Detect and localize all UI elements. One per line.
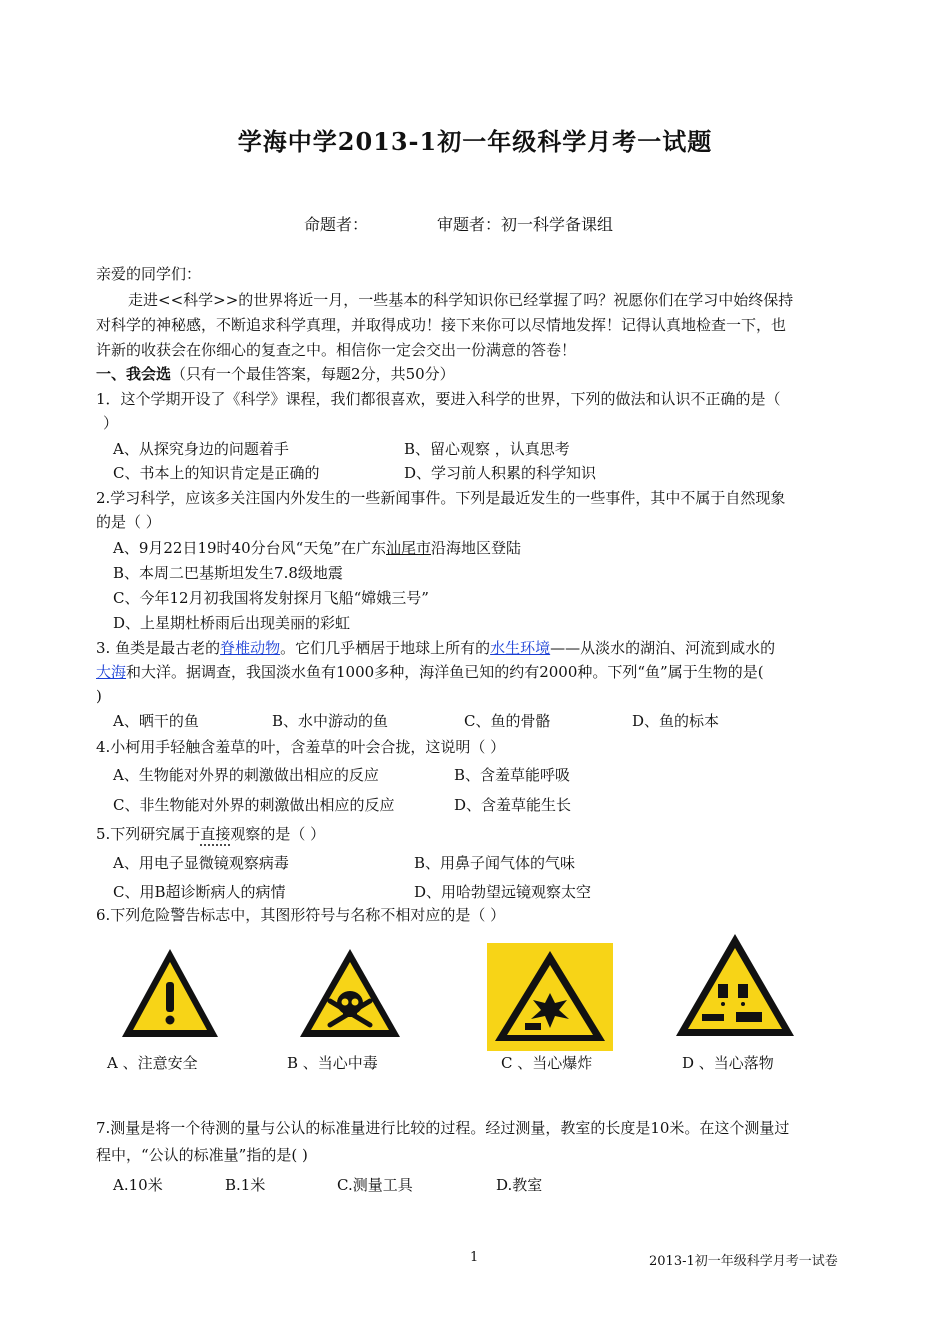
stem-text: 。它们几乎栖居于地球上所有的: [280, 639, 491, 657]
option-a-text: A、9月22日19时40分台风“天兔”在广东: [113, 539, 386, 557]
question-stem: [96, 638, 775, 658]
option-b: B、留心观察 ，认真思考: [404, 440, 570, 458]
link-aquatic-environment[interactable]: 水生环境: [490, 639, 551, 657]
option-b: B、水中游动的鱼: [272, 712, 389, 730]
option-b: B、本周二巴基斯坦发生7.8级地震: [113, 564, 343, 582]
section-heading: [96, 364, 455, 384]
skull-crossbones-icon: [296, 945, 404, 1041]
exclamation-icon: [118, 945, 222, 1041]
option-c: C、今年12月初我国将发射探月飞船“嫦娥三号”: [113, 589, 429, 607]
option-d: D、鱼的标本: [632, 712, 720, 730]
section-number: 一、: [96, 365, 127, 383]
link-vertebrates[interactable]: 脊椎动物: [220, 639, 281, 657]
stem-text: 观察的是（ ）: [230, 825, 326, 843]
option-c: C、非生物能对外界的刺激做出相应的反应: [113, 796, 395, 814]
sign-caption-d: D 、当心落物: [682, 1054, 774, 1072]
footer-label: 2013-1初一年级科学月考一试卷: [649, 1254, 838, 1269]
option-d: D、上星期杜桥雨后出现美丽的彩虹: [113, 614, 351, 632]
intro-line: 走进<<科学>>的世界将近一月，一些基本的科学知识你已经掌握了吗？祝愿你们在学习中始终保持: [128, 291, 794, 309]
option-c: C、用B超诊断病人的病情: [113, 883, 286, 901]
option-a-underlined: 汕尾市: [385, 539, 431, 557]
question-stem: 6.下列危险警告标志中，其图形符号与名称不相对应的是（ ）: [96, 906, 506, 924]
stem-text: 5.下列研究属于: [96, 825, 201, 843]
option-a: A.10米: [113, 1176, 163, 1194]
question-stem: [96, 824, 325, 844]
section-name: 我会选: [126, 365, 172, 383]
sign-caption-a: A 、注意安全: [107, 1054, 198, 1072]
question-stem: 2.学习科学，应该多关注国内外发生的一些新闻事件。下列是最近发生的一些事件，其中不属于自然现象: [96, 489, 786, 507]
question-stem: 7.测量是将一个待测的量与公认的标准量进行比较的过程。经过测量，教室的长度是10米。在这个测量过: [96, 1119, 790, 1137]
option-d: D、学习前人积累的科学知识: [404, 464, 597, 482]
corrosive-icon: [672, 930, 798, 1040]
option-a-text-end: 沿海地区登陆: [431, 539, 522, 557]
option-c: C、鱼的骨骼: [464, 712, 551, 730]
option-d: D.教室: [496, 1176, 543, 1194]
question-stem-cont: ): [96, 687, 102, 705]
link-sea[interactable]: 大海: [96, 663, 127, 681]
page-number: 1: [470, 1250, 479, 1265]
option-b: B.1米: [225, 1176, 266, 1194]
question-stem-cont: ）: [103, 414, 119, 432]
question-stem: 4.小柯用手轻触含羞草的叶，含羞草的叶会合拢，这说明（ ）: [96, 738, 506, 756]
stem-text: ——从淡水的湖泊、河流到咸水的: [550, 639, 776, 657]
option-b: B、用鼻子闻气体的气味: [414, 854, 576, 872]
sign-caption-c: C 、当心爆炸: [501, 1054, 593, 1072]
stem-text: 和大洋。据调查，我国淡水鱼有1000多种，海洋鱼已知的约有2000种。下列“鱼”属于生物的是(: [126, 663, 764, 681]
greeting: 亲爱的同学们：: [96, 265, 202, 283]
emphasis-dotted: 直接: [200, 825, 231, 843]
option-a: A、生物能对外界的刺激做出相应的反应: [113, 766, 379, 784]
option-d: D、用哈勃望远镜观察太空: [414, 883, 592, 901]
intro-line: 许新的收获会在你细心的复查之中。相信你一定会交出一份满意的答卷！: [96, 341, 577, 359]
option-c: C、书本上的知识肯定是正确的: [113, 464, 320, 482]
sign-caption-b: B 、当心中毒: [287, 1054, 378, 1072]
reviewer-line: 审题者：初一科学备课组: [437, 215, 614, 234]
question-stem: 1．这个学期开设了《科学》课程，我们都很喜欢，要进入科学的世界，下列的做法和认识不正确的是（: [96, 390, 781, 408]
question-stem-cont: 的是（ ）: [96, 513, 161, 531]
question-stem-cont: [96, 662, 764, 682]
option-d: D、含羞草能生长: [454, 796, 572, 814]
option-a: [113, 538, 521, 558]
option-a: A、用电子显微镜观察病毒: [113, 854, 289, 872]
stem-text: 3. 鱼类是最古老的: [96, 639, 221, 657]
intro-line: 对科学的神秘感，不断追求科学真理，并取得成功！接下来你可以尽情地发挥！记得认真地检查一下，也: [96, 316, 787, 334]
option-a: A、晒干的鱼: [113, 712, 199, 730]
option-c: C.测量工具: [337, 1176, 413, 1194]
question-stem-cont: 程中，“公认的标准量”指的是( ): [96, 1146, 308, 1164]
option-a: A、从探究身边的问题着手: [113, 440, 289, 458]
proposer-line: 命题者：: [304, 215, 369, 234]
option-b: B、含羞草能呼吸: [454, 766, 571, 784]
section-note: （只有一个最佳答案，每题2分，共50分）: [171, 365, 455, 383]
page-title: 学海中学2013-1初一年级科学月考一试题: [237, 127, 713, 156]
explosion-icon: [487, 943, 613, 1051]
